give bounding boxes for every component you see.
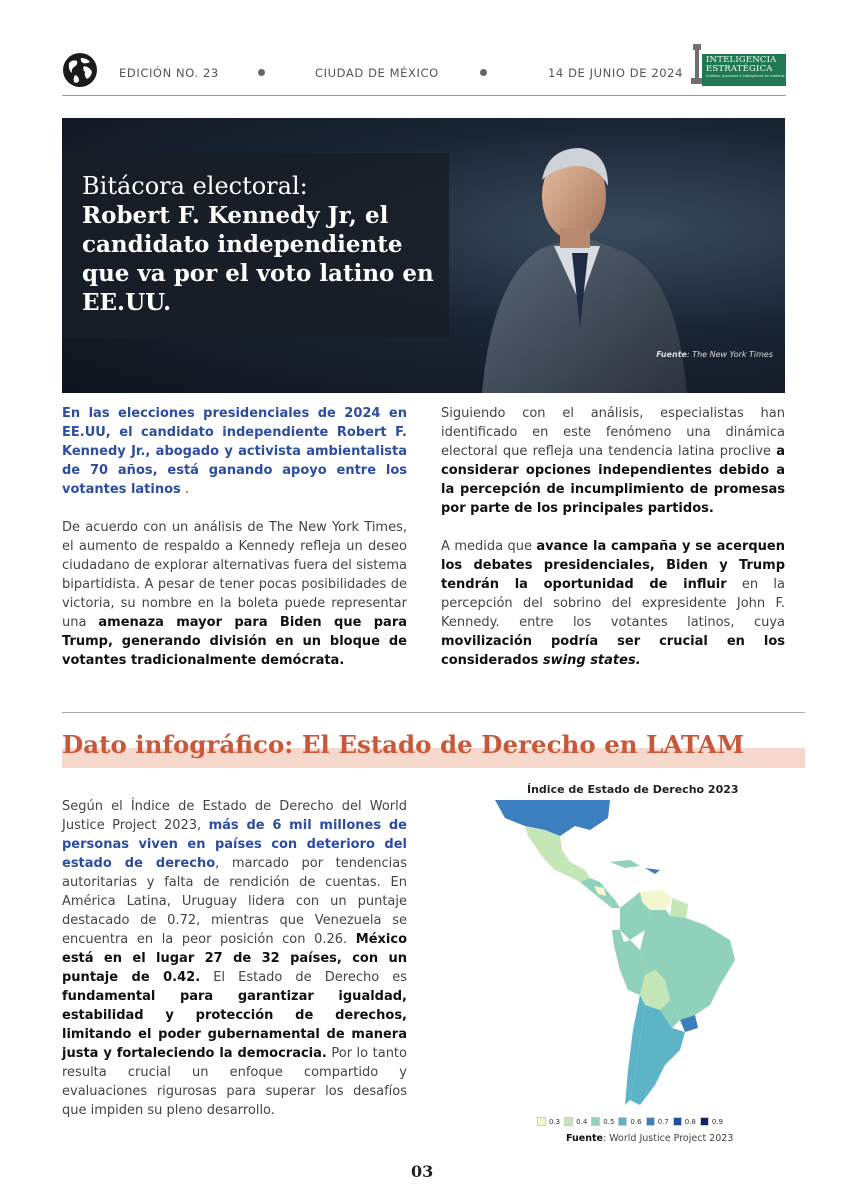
legend-item <box>700 1117 723 1126</box>
legend-label: 0.7 <box>657 1117 669 1126</box>
legend-item <box>537 1117 560 1126</box>
legend-label: 0.4 <box>576 1117 588 1126</box>
logo-title-2: ESTRATÉGICA <box>706 64 773 74</box>
hero-banner <box>62 118 785 393</box>
publication-date: 14 DE JUNIO DE 2024 <box>548 66 684 80</box>
trend-paragraph: Siguiendo con el análisis, especialistas han identificado en este fenómeno una dinámica electoral que refleja una tendencia latina proclive a considerar opciones independientes debido a la percepción de incumplimiento de promesas por parte de los principales partidos. <box>441 406 785 516</box>
legend-swatch <box>591 1117 600 1126</box>
hero-photo-credit: Fuente: The New York Times <box>656 350 773 359</box>
map-region-usa <box>495 800 610 836</box>
legend-label: 0.5 <box>603 1117 615 1126</box>
legend-item <box>673 1117 696 1126</box>
legend-item <box>564 1117 587 1126</box>
latam-choropleth-map <box>490 800 750 1110</box>
page-header <box>62 52 835 96</box>
map-legend <box>537 1117 727 1126</box>
map-region-guianas <box>670 898 688 918</box>
legend-label: 0.9 <box>711 1117 723 1126</box>
logo-title-1: INTELIGENCIA <box>706 55 777 65</box>
section-divider <box>62 712 805 713</box>
city: CIUDAD DE MÉXICO <box>315 66 439 80</box>
right-column <box>441 404 785 689</box>
map-source: Fuente: World Justice Project 2023 <box>566 1133 734 1144</box>
separator-dot <box>480 69 487 76</box>
section-title: Dato infográfico: El Estado de Derecho en LATAM <box>62 730 745 759</box>
infographic-paragraph: Según el Índice de Estado de Derecho del World Justice Project 2023, más de 6 mil millones de personas viven en países con deterioro del estado de derecho, marcado por tendencias autoritarias y falta de rendición de cuentas. En América Latina, Uruguay lidera con un puntaje destacado de 0.72, mientras que Venezuela se encuentra en la peor posición con 0.26. México está en el lugar 27 de 32 países, con un puntaje de 0.42. El Estado de Derecho es fundamental para garantizar igualdad, estabilidad y protección de derechos, limitando el poder gubernamental de manera justa y fortaleciendo la democracia. Por lo tanto resulta crucial un enfoque compartido y evaluaciones rigurosas para superar los desafíos que impiden su pleno desarrollo. <box>62 799 408 1118</box>
map-region-caribbean <box>610 860 640 868</box>
hero-kicker: Bitácora electoral: <box>82 172 308 200</box>
hero-headline: Robert F. Kennedy Jr, el candidato independiente que va por el voto latino en EE.UU. <box>82 202 434 316</box>
logo-tagline: Análisis, procesos e inteligencia en materia económica, social y política <box>706 74 835 78</box>
map-region-caribbean <box>645 868 660 874</box>
legend-label: 0.8 <box>684 1117 696 1126</box>
legend-swatch <box>700 1117 709 1126</box>
edition-number: EDICIÓN NO. 23 <box>119 66 219 80</box>
hero-title-box <box>62 153 449 338</box>
page-number: 03 <box>411 1162 434 1181</box>
legend-item <box>646 1117 669 1126</box>
legend-label: 0.6 <box>630 1117 642 1126</box>
legend-swatch <box>646 1117 655 1126</box>
legend-item <box>591 1117 614 1126</box>
legend-swatch <box>673 1117 682 1126</box>
legend-label: 0.3 <box>549 1117 561 1126</box>
separator-dot <box>258 69 265 76</box>
legend-item <box>618 1117 641 1126</box>
map-region-peru <box>614 940 645 995</box>
map-title: Índice de Estado de Derecho 2023 <box>527 783 739 796</box>
left-column <box>62 404 407 689</box>
campaign-paragraph: A medida que avance la campaña y se acerquen los debates presidenciales, Biden y Trump tendrán la oportunidad de influir en la percepción del sobrino del expresidente John F. Kennedy. entre los votantes latinos, cuya movilización podría ser crucial en los considerados swing states. <box>441 539 785 668</box>
globe-icon <box>62 52 98 88</box>
analysis-paragraph: De acuerdo con un análisis de The New York Times, el aumento de respaldo a Kennedy refleja un deseo ciudadano de explorar alternativas fuera del sistema bipartidista. A pesar de tener pocas posibilidades de victoria, su nombre en la boleta puede representar una amenaza mayor para Biden que para Trump, generando división en un bloque de votantes tradicionalmente demócrata. <box>62 520 408 668</box>
intro-paragraph: En las elecciones presidenciales de 2024 en EE.UU, el candidato independiente Robert F. Kennedy Jr., abogado y activista ambientalista de 70 años, está ganando apoyo entre los votantes latinos . <box>62 406 407 497</box>
legend-swatch <box>564 1117 573 1126</box>
legend-swatch <box>537 1117 546 1126</box>
infographic-text <box>62 797 407 1139</box>
brand-logo <box>690 42 835 88</box>
legend-swatch <box>618 1117 627 1126</box>
